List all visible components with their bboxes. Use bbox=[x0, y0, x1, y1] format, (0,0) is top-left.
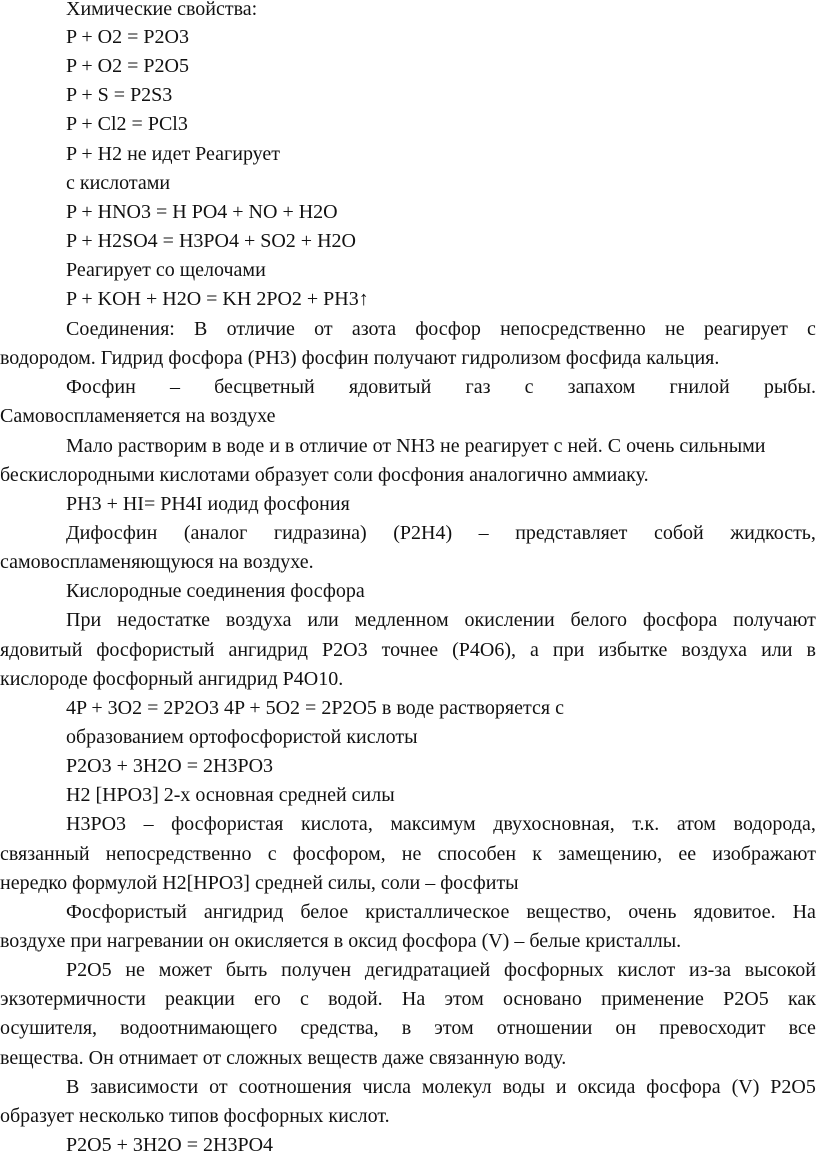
text-line: Соединения: В отличие от азота фосфор непосредственно не реагирует с bbox=[66, 318, 816, 340]
text-line: P + H2 не идет Реагирует bbox=[66, 143, 281, 165]
text-line: Химические свойства: bbox=[66, 0, 258, 20]
text-line: Реагирует со щелочами bbox=[66, 259, 266, 281]
text-line: PH3 + HI= PH4I иодид фосфония bbox=[66, 493, 350, 515]
text-line: P2O3 + 3H2O = 2H3PO3 bbox=[66, 755, 274, 777]
text-line: P + O2 = P2O3 bbox=[66, 26, 189, 48]
text-line: Дифосфин (аналог гидразина) (P2H4) – представляет собой жидкость, bbox=[66, 522, 816, 544]
text-line: H2 [HPO3] 2-х основная средней силы bbox=[66, 784, 395, 806]
text-line: В зависимости от соотношения числа молекул воды и оксида фосфора (V) P2O5 bbox=[66, 1076, 816, 1098]
text-line: связанный непосредственно с фосфором, не способен к замещению, ее изображают bbox=[0, 843, 816, 865]
text-line: Кислородные соединения фосфора bbox=[66, 580, 365, 602]
text-line: вещества. Он отнимает от сложных веществ даже связанную воду. bbox=[0, 1047, 567, 1069]
text-line: осушителя, водоотнимающего средства, в этом отношении он превосходит все bbox=[0, 1017, 816, 1039]
text-line: бескислородными кислотами образует соли фосфония аналогично аммиаку. bbox=[0, 464, 649, 486]
text-line: P + O2 = P2O5 bbox=[66, 55, 189, 77]
text-line: Фосфин – бесцветный ядовитый газ с запахом гнилой рыбы. bbox=[66, 376, 816, 398]
text-line: экзотермичности реакции его с водой. На этом основано применение P2O5 как bbox=[0, 988, 816, 1010]
text-line: P + Cl2 = PCl3 bbox=[66, 113, 188, 135]
text-line: P + H2SO4 = H3PO4 + SO2 + H2O bbox=[66, 230, 356, 252]
text-line: P + HNO3 = H PO4 + NO + H2O bbox=[66, 201, 338, 223]
text-line: с кислотами bbox=[66, 172, 171, 194]
text-line: Мало растворим в воде и в отличие от NH3 не реагирует с ней. С очень сильными bbox=[66, 435, 766, 457]
text-line: H3PO3 – фосфористая кислота, максимум двухосновная, т.к. атом водорода, bbox=[66, 813, 816, 835]
text-line: воздухе при нагревании он окисляется в оксид фосфора (V) – белые кристаллы. bbox=[0, 930, 682, 952]
text-line: кислороде фосфорный ангидрид P4O10. bbox=[0, 668, 344, 690]
text-line: P + S = P2S3 bbox=[66, 84, 173, 106]
text-line: образует несколько типов фосфорных кислот. bbox=[0, 1105, 390, 1127]
text-line: самовоспламеняющуюся на воздухе. bbox=[0, 551, 314, 573]
text-line: образованием ортофосфористой кислоты bbox=[66, 726, 418, 748]
text-line: При недостатке воздуха или медленном окислении белого фосфора получают bbox=[66, 609, 816, 631]
text-line: водородом. Гидрид фосфора (PH3) фосфин получают гидролизом фосфида кальция. bbox=[0, 347, 720, 369]
text-line: Самовоспламеняется на воздухе bbox=[0, 405, 276, 427]
text-line: ядовитый фосфористый ангидрид P2O3 точнее (P4O6), а при избытке воздуха или в bbox=[0, 639, 816, 661]
text-line: нередко формулой H2[HPO3] средней силы, соли – фосфиты bbox=[0, 872, 519, 894]
text-line: P + KOH + H2O = KH 2PO2 + PH3↑ bbox=[66, 288, 369, 310]
text-line: P2O5 + 3H2O = 2H3PO4 bbox=[66, 1134, 274, 1156]
text-line: Фосфористый ангидрид белое кристаллическое вещество, очень ядовитое. На bbox=[66, 901, 816, 923]
text-line: 4P + 3O2 = 2P2O3 4P + 5O2 = 2P2O5 в воде растворяется с bbox=[66, 697, 564, 719]
text-line: P2O5 не может быть получен дегидратацией фосфорных кислот из-за высокой bbox=[66, 959, 816, 981]
